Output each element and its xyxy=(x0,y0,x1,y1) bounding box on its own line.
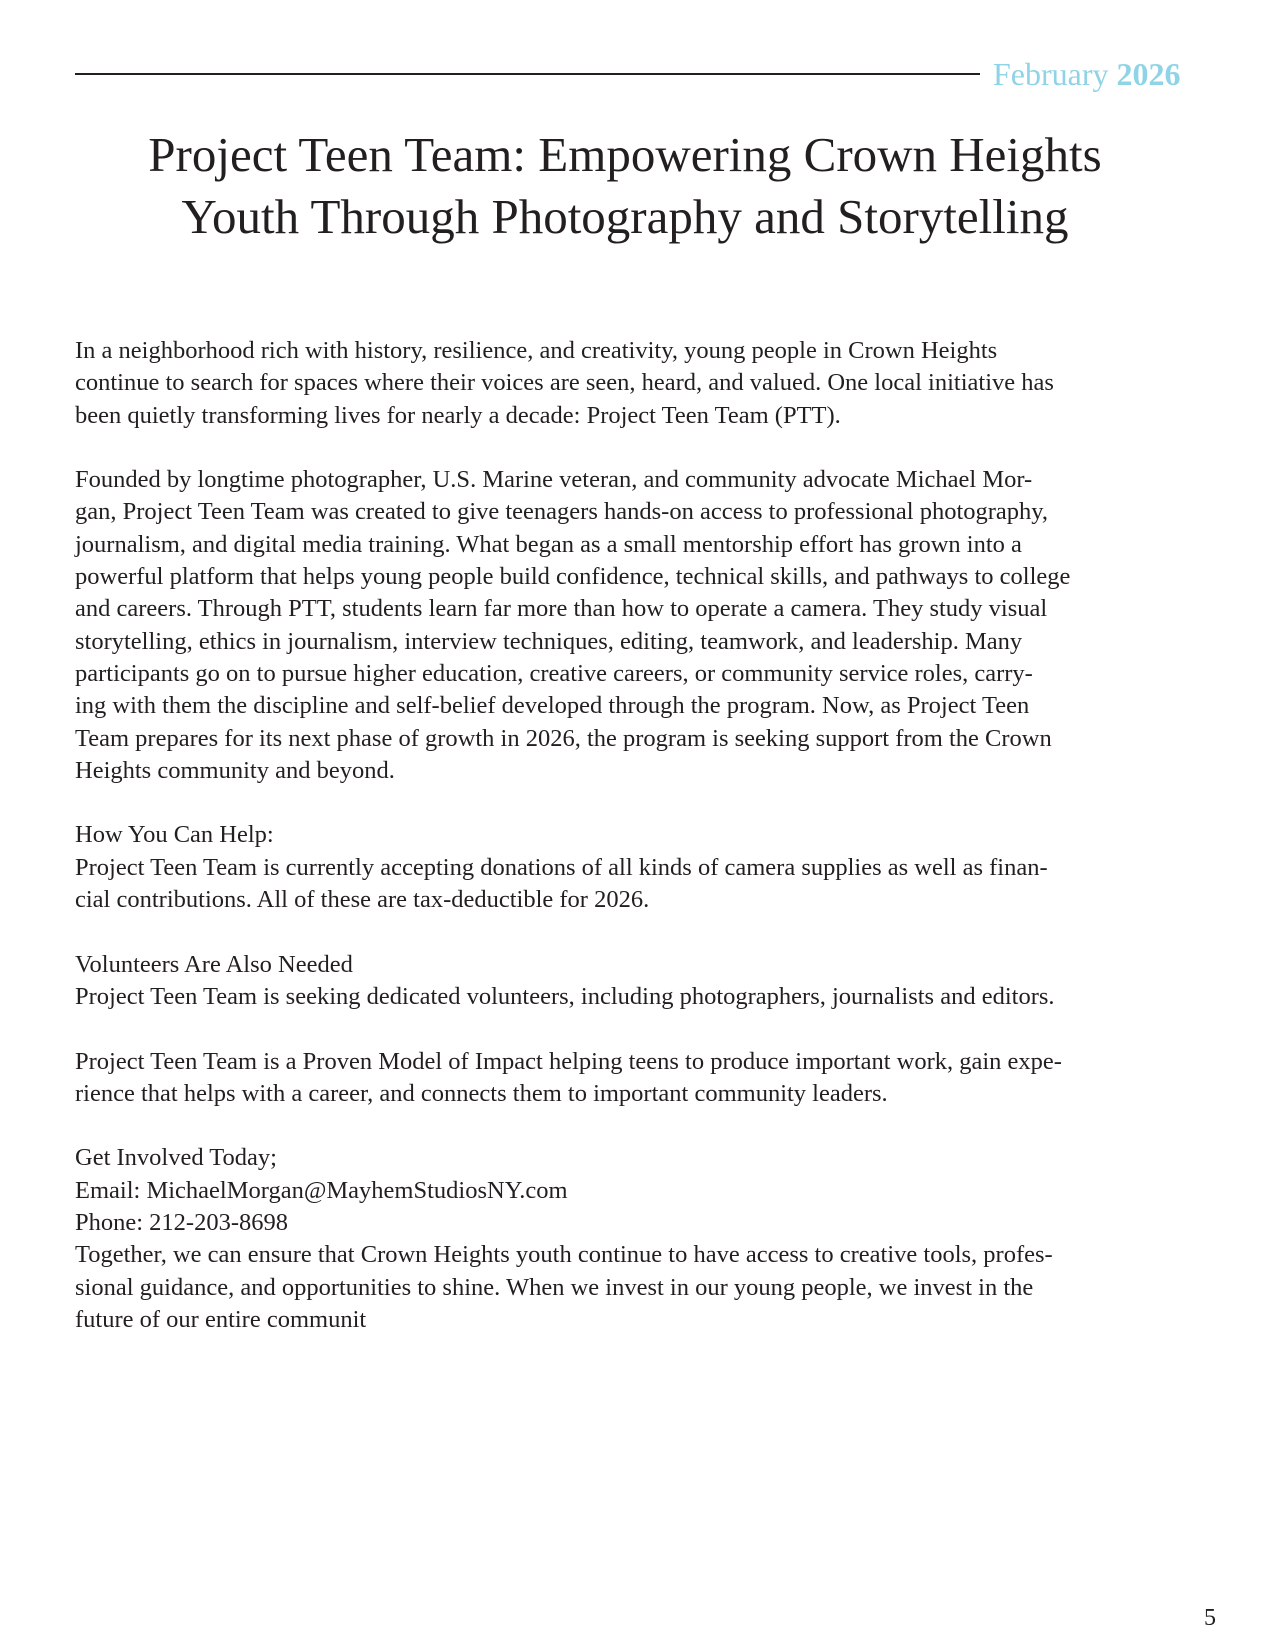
body-line: Heights community and beyond. xyxy=(75,756,395,784)
body-line: continue to search for spaces where their voices are seen, heard, and valued. One local initiative has xyxy=(75,369,1054,397)
body-line: powerful platform that helps young people build confidence, technical skills, and pathways to college xyxy=(75,563,1071,591)
contact-email: Email: MichaelMorgan@MayhemStudiosNY.com xyxy=(75,1176,568,1204)
section-heading: How You Can Help: xyxy=(75,821,274,849)
issue-year: 2026 xyxy=(1116,56,1181,92)
section-heading: Volunteers Are Also Needed xyxy=(75,950,353,978)
body-line: Project Teen Team is currently accepting donations of all kinds of camera supplies as well as finan- xyxy=(75,853,1048,881)
body-line: future of our entire communit xyxy=(75,1305,367,1333)
body-line: Project Teen Team is seeking dedicated volunteers, including photographers, journalists and editors. xyxy=(75,982,1055,1010)
issue-date xyxy=(993,54,1181,94)
body-line: rience that helps with a career, and connects them to important community leaders. xyxy=(75,1079,888,1107)
paragraph-how-you-can-help xyxy=(75,819,1195,916)
article-title xyxy=(75,124,1175,248)
body-line: storytelling, ethics in journalism, interview techniques, editing, teamwork, and leadership. Many xyxy=(75,627,1023,655)
paragraph-volunteers xyxy=(75,949,1195,1014)
paragraph-founding xyxy=(75,464,1195,787)
body-line: Project Teen Team is a Proven Model of Impact helping teens to produce important work, gain expe- xyxy=(75,1047,1062,1075)
body-line: and careers. Through PTT, students learn far more than how to operate a camera. They study visual xyxy=(75,595,1048,623)
contact-phone: Phone: 212-203-8698 xyxy=(75,1209,288,1237)
article-title-line: Project Teen Team: Empowering Crown Heights xyxy=(148,127,1102,182)
body-line: cial contributions. All of these are tax-deductible for 2026. xyxy=(75,886,650,914)
page-number: 5 xyxy=(1204,1605,1216,1631)
issue-month: February xyxy=(993,56,1109,92)
section-heading: Get Involved Today; xyxy=(75,1144,277,1172)
body-line: gan, Project Teen Team was created to give teenagers hands-on access to professional photography, xyxy=(75,498,1049,526)
body-line: Team prepares for its next phase of growth in 2026, the program is seeking support from the Crown xyxy=(75,724,1052,752)
header-rule xyxy=(75,73,980,75)
article-title-line: Youth Through Photography and Storytelling xyxy=(181,189,1069,244)
body-line: been quietly transforming lives for nearly a decade: Project Teen Team (PTT). xyxy=(75,401,841,429)
body-line: sional guidance, and opportunities to shine. When we invest in our young people, we invest in the xyxy=(75,1273,1034,1301)
paragraph-impact xyxy=(75,1046,1195,1111)
body-line: Together, we can ensure that Crown Heights youth continue to have access to creative tools, profes- xyxy=(75,1241,1053,1269)
body-line: participants go on to pursue higher education, creative careers, or community service roles, carry- xyxy=(75,659,1033,687)
paragraph-get-involved xyxy=(75,1142,1195,1336)
paragraph-intro xyxy=(75,335,1195,432)
body-line: Founded by longtime photographer, U.S. Marine veteran, and community advocate Michael Mor- xyxy=(75,466,1033,494)
body-line: journalism, and digital media training. What began as a small mentorship effort has grown into a xyxy=(75,530,1022,558)
body-line: ing with them the discipline and self-belief developed through the program. Now, as Project Teen xyxy=(75,692,1030,720)
article-body xyxy=(75,335,1195,1336)
body-line: In a neighborhood rich with history, resilience, and creativity, young people in Crown Heights xyxy=(75,337,998,364)
